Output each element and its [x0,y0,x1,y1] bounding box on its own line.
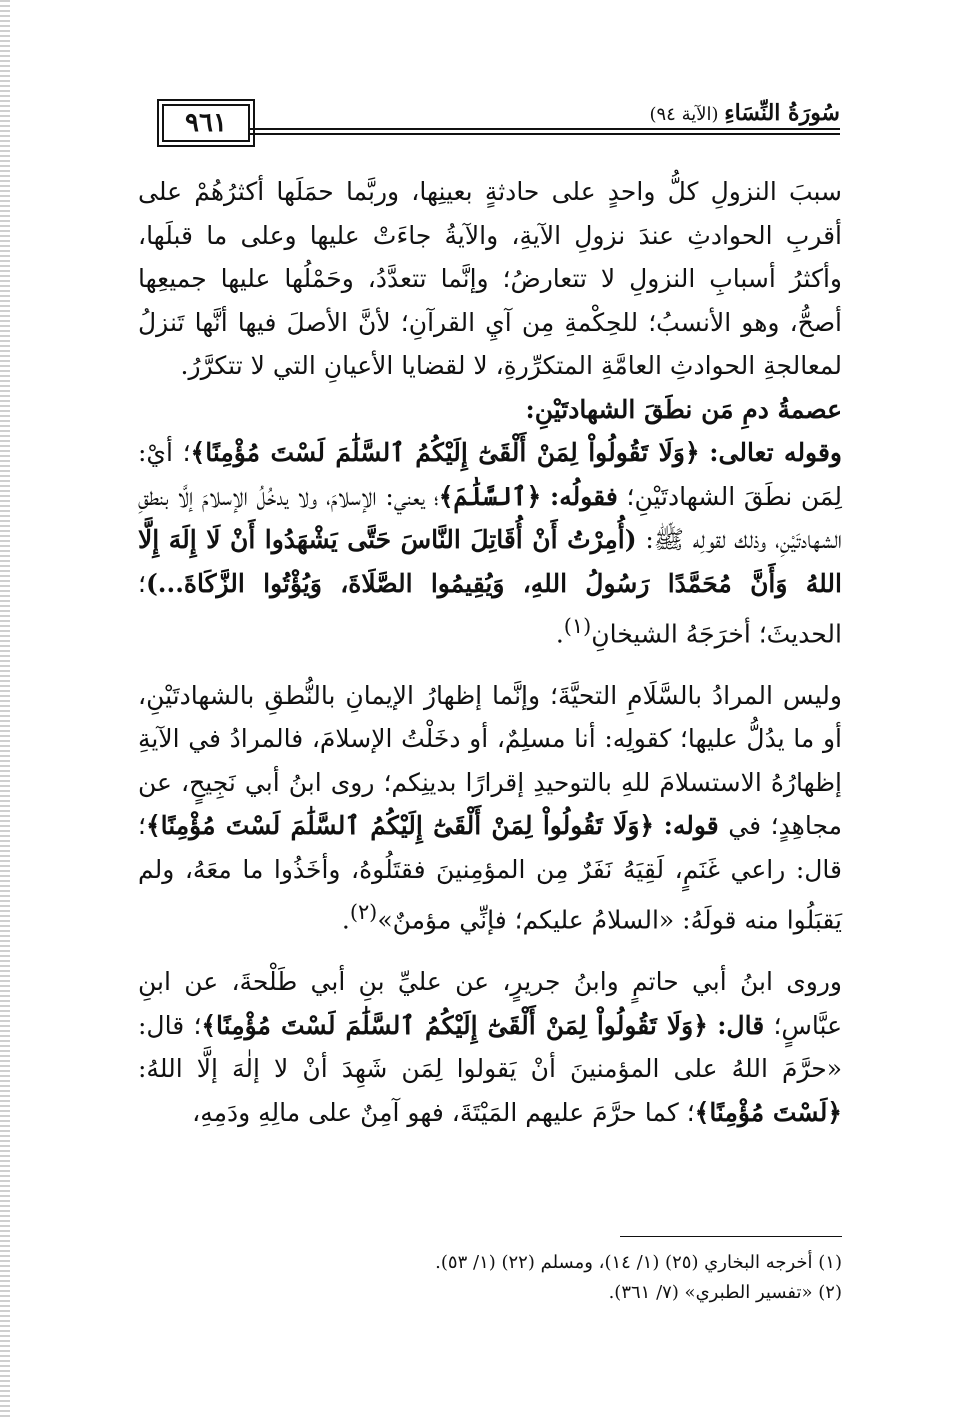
text-run: ؛ قال: «حرَّمَ اللهُ على المؤمنينَ أنْ يَقولوا لِمَن شَهِدَ أنْ لا إلٰهَ إلَّا اللهُ: [138,1010,842,1084]
quran-verse: ﴿ٱلسَّلَٰمَ﴾ [438,481,542,511]
paragraph: وقوله تعالى: ﴿وَلَا تَقُولُواْ لِمَنْ أَلْقَىٰٓ إِلَيْكُمُ ٱلسَّلَٰمَ لَسْتَ مُؤْمِنًا﴾؛ أيْ: لِمَن نطَقَ الشهادتَيْنِ؛ فقولُه: ﴿ٱلسَّلَٰمَ﴾؛ يعني: الإسلامَ، ولا يدخُلُ الإسلامَ إلَّا بنطقِ الشهادتَيْنِ، وذلك لقولِه ﷺ: (أُمِرْتُ أَنْ أُقَاتِلَ النَّاسَ حَتَّى يَشْهَدُوا أَنْ لَا إِلَهَ إِلَّا اللهُ وَأَنَّ مُحَمَّدًا رَسُولُ اللهِ، وَيُقِيمُوا الصَّلَاةَ، وَيُؤْتُوا الزَّكَاةَ...)؛ الحديثَ؛ أخرَجَهُ الشيخانِ$^{(١)}$. [138,438,842,649]
footnotes [138,1248,842,1308]
verse-intro: فقولُه: [550,481,618,511]
section-heading: عصمةُ دمِ مَن نطَقَ الشهادتَيْنِ: [525,394,842,424]
verse-ref: (الآية ٩٤) [649,104,719,125]
sura-name: سُورَةُ النِّسَاءِ [724,100,840,126]
quran-verse: ﴿وَلَا تَقُولُواْ لِمَنْ أَلْقَىٰٓ إِلَيْكُمُ ٱلسَّلَٰمَ لَسْتَ مُؤْمِنًا﴾ [201,1010,708,1040]
text-run: ؛ يعني: الإسلامَ، ولا يدخُلُ الإسلامَ إلَّا بنطقِ الشهادتَيْنِ، وذلك لقولِه ﷺ: [138,481,842,554]
verse-intro: قال: [717,1010,765,1040]
paragraph: سببَ النزولِ كلُّ واحدٍ على حادثةٍ بعينِها، وربَّما حمَلَها أكثرُهُمْ على أقربِ الحوادثِ عندَ نزولِ الآيةِ، والآيةُ جاءَتْ عليها وعلى ما قبلَها، وأكثرُ أسبابِ النزولِ لا تتعارضُ؛ وإنَّما تتعدَّدُ، وحَمْلُها عليها جميعِها أصحُّ، وهو الأنسبُ؛ للحِكْمةِ مِن آيِ القرآنِ؛ لأنَّ الأصلَ فيها أنَّها تَنزلُ لمعالجةِ الحوادثِ العامَّةِ المتكرِّرةِ، لا لقضايا الأعيانِ التي لا تتكرَّرُ. [138,177,842,380]
text-run: ؛ قال: راعي غَنَمٍ، لَقِيَهُ نَفَرٌ مِن المؤمِنينَ فقتَلُوهُ، وأخَذُوا ما معَهُ، ولم يَقبَلُوا منه قولَهُ: «السلامُ عليكم؛ فإنِّي مؤمنٌ» [138,811,842,935]
footnote-separator [620,1236,842,1237]
quran-verse: ﴿وَلَا تَقُولُواْ لِمَنْ أَلْقَىٰٓ إِلَيْكُمُ ٱلسَّلَٰمَ لَسْتَ مُؤْمِنًا﴾ [190,438,700,467]
footnote-ref: (١) [563,614,592,638]
header-rule [250,128,840,130]
text-run: وروى ابنُ أبي حاتمٍ وابنُ جريرٍ، عن عليِّ بنِ أبي طَلْحةَ، عن ابنِ عبَّاسٍ؛ [138,967,842,1040]
main-text [138,170,842,1134]
paragraph [138,960,842,1134]
scan-edge [0,0,10,1417]
page-header [140,96,840,140]
footnote-ref: (٢) [349,900,378,925]
text-run: وليس المرادُ بالسَّلَامِ التحيَّةَ؛ وإنَّما إظهارُ الإيمانِ بالنُّطقِ بالشهادتَيْنِ، أو ما يدُلُّ عليها؛ كقولِه: أنا مسلِمٌ، أو دخَلْتُ الإسلامَ، فالمرادُ في الآيةِ إظهارُهُ الاستسلامَ للهِ بالتوحيدِ إقرارًا بدينِكم؛ روى ابنُ أبي نَجِيحٍ، عن مجاهِدٍ؛ في [138,680,842,841]
quran-verse: ﴿لَسْتَ مُؤْمِنًا﴾ [694,1097,842,1127]
page-number: ٩٦١ [162,104,250,142]
hadith-quote: (أُمِرْتُ أَنْ أُقَاتِلَ النَّاسَ حَتَّى يَشْهَدُوا أَنْ لَا إِلَهَ إِلَّا اللهُ وَأَنَّ مُحَمَّدًا رَسُولُ اللهِ، وَيُقِيمُوا الصَّلَاةَ، وَيُؤْتُوا الزَّكَاةَ...) [138,525,842,598]
footnote: (١) أخرجه البخاري (٢٥) (١/ ١٤)، ومسلم (٢٢) (١/ ٥٣). [435,1252,842,1273]
quran-verse: ﴿وَلَا تَقُولُواْ لِمَنْ أَلْقَىٰٓ إِلَيْكُمُ ٱلسَّلَٰمَ لَسْتَ مُؤْمِنًا﴾ [145,811,655,841]
header-rule [250,133,840,135]
text-run: ؛ أيْ: لِمَن نطَقَ الشهادتَيْنِ؛ [138,438,842,511]
paragraph: وليس المرادُ بالسَّلَامِ التحيَّةَ؛ وإنَّما إظهارُ الإيمانِ بالنُّطقِ بالشهادتَيْنِ، أو ما يدُلُّ عليها؛ كقولِه: أنا مسلِمٌ، أو دخَلْتُ الإسلامَ، فالمرادُ في الآيةِ إظهارُهُ الاستسلامَ للهِ بالتوحيدِ إقرارًا بدينِكم؛ روى ابنُ أبي نَجِيحٍ، عن مجاهِدٍ؛ في قوله: ﴿وَلَا تَقُولُواْ لِمَنْ أَلْقَىٰٓ إِلَيْكُمُ ٱلسَّلَٰمَ لَسْتَ مُؤْمِنًا﴾؛ قال: راعي غَنَمٍ، لَقِيَهُ نَفَرٌ مِن المؤمِنينَ فقتَلُوهُ، وأخَذُوا ما معَهُ، ولم يَقبَلُوا منه قولَهُ: «السلامُ عليكم؛ فإنِّي مؤمنٌ»$^{(٢)}$. [138,680,842,935]
running-title [649,100,840,126]
text-run: ؛ كما حرَّمَ عليهم المَيْتَةَ، فهو آمِنٌ على مالِهِ ودَمِهِ، [192,1097,695,1127]
verse-intro: قوله: [663,811,719,841]
footnote: (٢) «تفسير الطبري» (٧/ ٣٦١). [608,1282,842,1303]
verse-intro: وقوله تعالى: [709,438,842,467]
text-run: ؛ الحديثَ؛ أخرَجَهُ الشيخانِ [138,568,842,649]
